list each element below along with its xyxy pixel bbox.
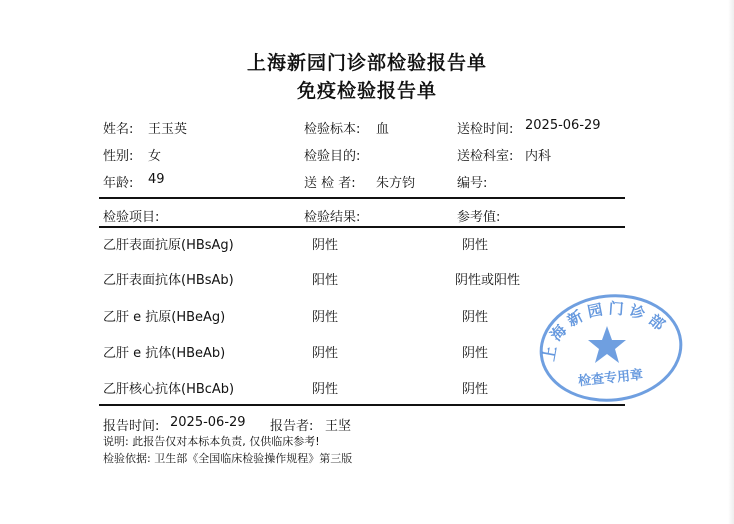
header-item: 检验项目: xyxy=(103,210,160,225)
patient-name: 王玉英 xyxy=(148,122,188,137)
header-result: 检验结果: xyxy=(304,210,361,225)
divider-bottom xyxy=(99,404,625,406)
hospital-title: 上海新园门诊部检验报告单 xyxy=(246,52,487,74)
sent-time-label: 送检时间: xyxy=(457,122,514,137)
reporter-value: 王坚 xyxy=(325,419,352,434)
test-reference: 阴性 xyxy=(462,310,489,325)
test-item: 乙肝 e 抗体(HBeAb) xyxy=(103,346,226,361)
dept-label: 送检科室: xyxy=(457,149,514,164)
test-result: 阴性 xyxy=(312,346,339,361)
specimen-value: 血 xyxy=(376,122,390,137)
name-label: 姓名: xyxy=(103,122,134,137)
test-result: 阴性 xyxy=(312,310,339,325)
stamp-text-top: 上海新园门诊部 xyxy=(539,299,673,363)
test-result: 阴性 xyxy=(312,382,339,397)
divider-top xyxy=(99,197,625,199)
test-result: 阳性 xyxy=(312,273,339,288)
sender-label: 送 检 者: xyxy=(304,176,356,191)
age-label: 年龄: xyxy=(103,176,134,191)
age-value: 49 xyxy=(148,172,165,187)
report-time-label: 报告时间: xyxy=(103,419,160,434)
test-item: 乙肝表面抗原(HBsAg) xyxy=(103,238,234,253)
sex-label: 性别: xyxy=(103,149,134,164)
page-edge xyxy=(728,0,734,524)
test-item: 乙肝核心抗体(HBcAb) xyxy=(103,382,235,397)
test-reference: 阴性或阳性 xyxy=(455,273,521,288)
number-label: 编号: xyxy=(457,176,488,191)
report-time-value: 2025-06-29 xyxy=(170,415,246,430)
test-basis: 检验依据: 卫生部《全国临床检验操作规程》第三版 xyxy=(103,452,353,465)
sent-time-value: 2025-06-29 xyxy=(525,118,601,133)
divider-header xyxy=(99,226,625,228)
test-reference: 阴性 xyxy=(462,238,489,253)
sex-value: 女 xyxy=(148,149,162,164)
sender-value: 朱方钧 xyxy=(376,176,416,191)
test-item: 乙肝 e 抗原(HBeAg) xyxy=(103,310,226,325)
report-subtitle: 免疫检验报告单 xyxy=(296,80,437,102)
test-reference: 阴性 xyxy=(462,382,489,397)
official-stamp-icon xyxy=(537,292,685,404)
dept-value: 内科 xyxy=(525,149,552,164)
disclaimer-note: 说明: 此报告仅对本标本负责, 仅供临床参考! xyxy=(103,435,320,448)
stamp-text-bottom: 检查专用章 xyxy=(577,367,644,390)
test-reference: 阴性 xyxy=(462,346,489,361)
test-item: 乙肝表面抗体(HBsAb) xyxy=(103,273,234,288)
reporter-label: 报告者: xyxy=(270,419,314,434)
purpose-label: 检验目的: xyxy=(304,149,361,164)
header-reference: 参考值: xyxy=(457,210,501,225)
specimen-label: 检验标本: xyxy=(304,122,361,137)
test-result: 阴性 xyxy=(312,238,339,253)
stamp-star-icon xyxy=(588,326,626,363)
